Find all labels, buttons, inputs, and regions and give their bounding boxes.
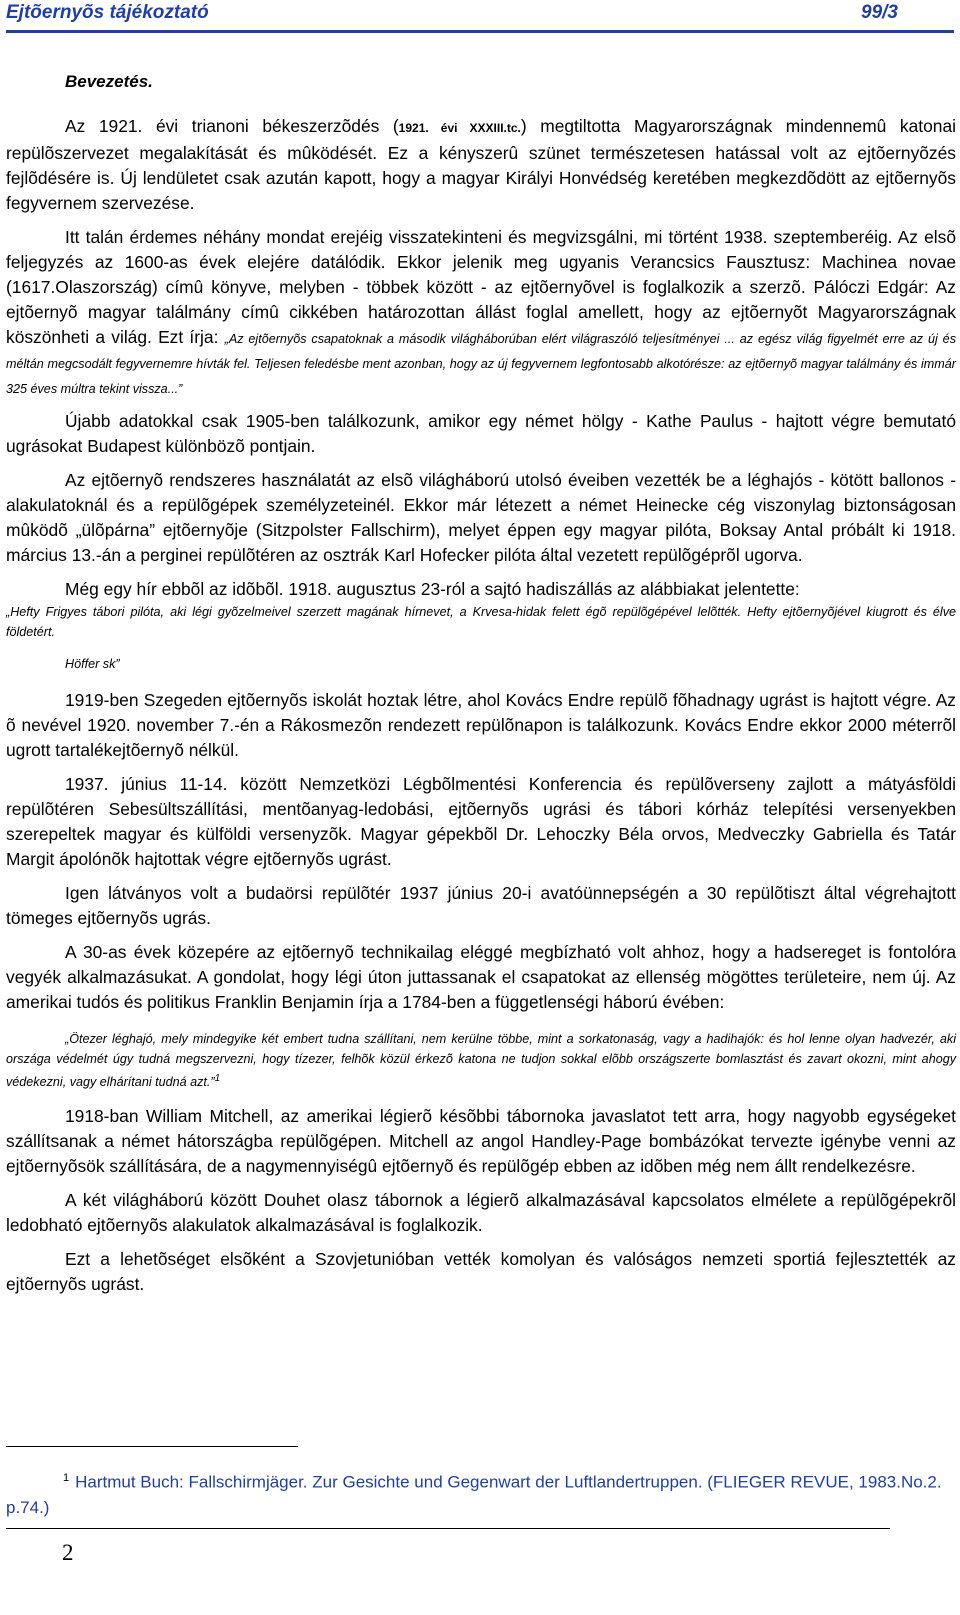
quote-signature: Höffer sk” — [65, 657, 120, 671]
header-title: Ejtõernyõs tájékoztató — [6, 2, 209, 23]
text-run: ) megtiltotta Magyarországnak mindennemû katonai repülõszervezet megalakítását és mûködését. Ez a kényszerû szünet természetesen hatással volt az ejtõernyõzés fejlõdésére is. Új lendületet csak azután kapott, hogy a magyar Királyi Honvédség keretében megkezdõdött az ejtõernyõs fegyvernem szervezése. — [6, 116, 956, 213]
paragraph: Igen látványos volt a budaörsi repülõtér 1937 június 20-i avatóünnepségén a 30 repülõtiszt által végrehajtott tömeges ejtõernyõs ugrás. — [6, 883, 956, 928]
footnote-ref[interactable]: 1 — [214, 1073, 221, 1084]
footnote-divider — [6, 1446, 298, 1447]
block-quote: „Hefty Frigyes tábori pilóta, aki légi gyõzelmeivel szerzett magának hírnevet, a Krvesa-hidak felett égõ repülõgépével lelõtték. Hefty ejtõernyõjével kiugrott és élve földetért. — [6, 605, 956, 639]
paragraph: 1918-ban William Mitchell, az amerikai légierõ késõbbi tábornoka javaslatot tett arra, hogy nagyobb egységeket szállítsanak a német hátországba repülõgépen. Mitchell az angol Handley-Page bombázókat tervezte igénybe venni az ejtõernyõsök szállítására, de a nagymennyiségû ejtõernyõ és repülõgép ebben az idõben még nem állt rendelkezésre. — [6, 1106, 956, 1177]
footnote — [6, 1466, 956, 1520]
law-reference: 1921. évi XXXIII.tc. — [398, 121, 521, 135]
paragraph: Még egy hír ebbõl az idõbõl. 1918. augusztus 23-ról a sajtó hadiszállás az alábbiakat jelentette: — [65, 579, 800, 599]
page-header — [6, 0, 954, 33]
paragraph: A 30-as évek közepére az ejtõernyõ technikailag eléggé megbízható volt ahhoz, hogy a hadsereget is fontolóra vegyék alkalmazásukat. A gondolat, hogy légi úton juttassanak el csapatokat az ellenség mögöttes területeire, nem új. Az amerikai tudós és politikus Franklin Benjamin írja a 1784-ben a függetlenségi háború évében: — [6, 942, 956, 1012]
quote-text: „Ötezer léghajó, mely mindegyike két embert tudna szállítani, nem kerülne többe, mint a sorkatonaság, vagy a hadihajók: és hol lenne olyan hadvezér, aki országa védelmét úgy tudná megszervezni, hogy tízezer, felhõk közül érkezõ katona ne tudjon sokkal elõbb országszerte bomlasztást és zavart okozni, mint ahogy védekezni, vagy elhárítani tudná azt.” — [6, 1032, 956, 1090]
text-run: Az 1921. évi trianoni békeszerzõdés ( — [65, 116, 399, 136]
paragraph: 1919-ben Szegeden ejtõernyõs iskolát hoztak létre, ahol Kovács Endre repülõ fõhadnagy ugrást is hajtott végre. Az õ nevével 1920. november 7.-én a Rákosmezõn rendezett repülõnapon is találkozunk. Kovács Endre ekkor 2000 méterrõl ugrott tartalékejtõernyõ nélkül. — [6, 690, 956, 760]
footnote-number: 1 — [63, 1472, 70, 1484]
paragraph: Az ejtõernyõ rendszeres használatát az elsõ világháború utolsó éveiben vezették be a léghajós - kötött ballonos - alakulatoknál és a repülõgépek személyzeteinél. Ekkor már létezett a német Heinecke cég viszonylag biztonságosan mûködõ „ülõpárna” ejtõernyõje (Sitzpolster Fallschirm), melyet éppen egy magyar pilóta, Boksay Antal próbált ki 1918. március 13.-án a perginei repülõtéren az osztrák Karl Hofecker pilóta által vezetett repülõgéprõl ugorva. — [6, 470, 956, 565]
footnote-text: Hartmut Buch: Fallschirmjäger. Zur Gesichte und Gegenwart der Luftlandertruppen. (FLIEGER REVUE, 1983.No.2. p.74.) — [6, 1472, 942, 1517]
text-run: Itt talán érdemes néhány mondat erejéig visszatekinteni és megvizsgálni, mi történt 1938. szeptemberéig. Az elsõ feljegyzés az 1600-as évek elejére datálódik. Ekkor jelenik meg ugyanis Verancsics Fausztusz: Machinea novae (1617.Olaszország) címû könyve, melyben - többek között - az ejtõernyõvel is foglalkozik a szerzõ. Pálóczi Edgár: Az ejtõernyõ magyar találmány címû cikkében határozottan állást foglal amellett, hogy az ejtõernyõt Magyarországnak köszönheti a világ. Ezt írja: — [6, 227, 956, 347]
header-page-ref: 99/3 — [861, 2, 898, 23]
paragraph: A két világháború között Douhet olasz tábornok a légierõ alkalmazásával kapcsolatos elmélete a repülõgépekrõl ledobható ejtõernyõs alakulatok alkalmazásával is foglalkozik. — [6, 1190, 956, 1236]
footer-divider — [6, 1528, 890, 1529]
paragraph — [6, 225, 956, 400]
footer-page-number: 2 — [62, 1540, 74, 1565]
block-quote — [6, 1029, 956, 1092]
inline-quote: „Az ejtõernyõs csapatoknak a második világháborúban elért világraszóló teljesítményei ... az egész világ figyelmét erre az új és méltán megcsodált fegyvernemre hívták fel. Teljesen feledésbe ment azonban, hogy az új fegyvernem legfontosabb alkotórésze: az ejtõernyõ magyar találmány és immár 325 éves múltra tekint vissza...” — [6, 332, 956, 396]
paragraph — [6, 114, 956, 216]
paragraph: Ezt a lehetõséget elsõként a Szovjetunióban vették komolyan és valóságos nemzeti sportiá fejlesztették az ejtõernyõs ugrást. — [6, 1249, 956, 1295]
document-body — [6, 72, 956, 1297]
paragraph: 1937. június 11-14. között Nemzetközi Légbõlmentési Konferencia és repülõverseny zajlott a mátyásföldi repülõtéren Sebesültszállítási, mentõanyag-ledobási, ejtõernyõs ugrási és tábori kórház telepítési versenyekben szerepeltek magyar és külföldi versenyzõk. Magyar gépekbõl Dr. Lehoczky Béla orvos, Medveczky Gabriella és Tatár Margit ápolónõk hajtottak végre ejtõernyõs ugrást. — [6, 774, 956, 869]
section-heading: Bevezetés. — [65, 72, 153, 91]
paragraph: Újabb adatokkal csak 1905-ben találkozunk, amikor egy német hölgy - Kathe Paulus - hajtott végre bemutató ugrásokat Budapest különbözõ pontjain. — [6, 411, 956, 456]
